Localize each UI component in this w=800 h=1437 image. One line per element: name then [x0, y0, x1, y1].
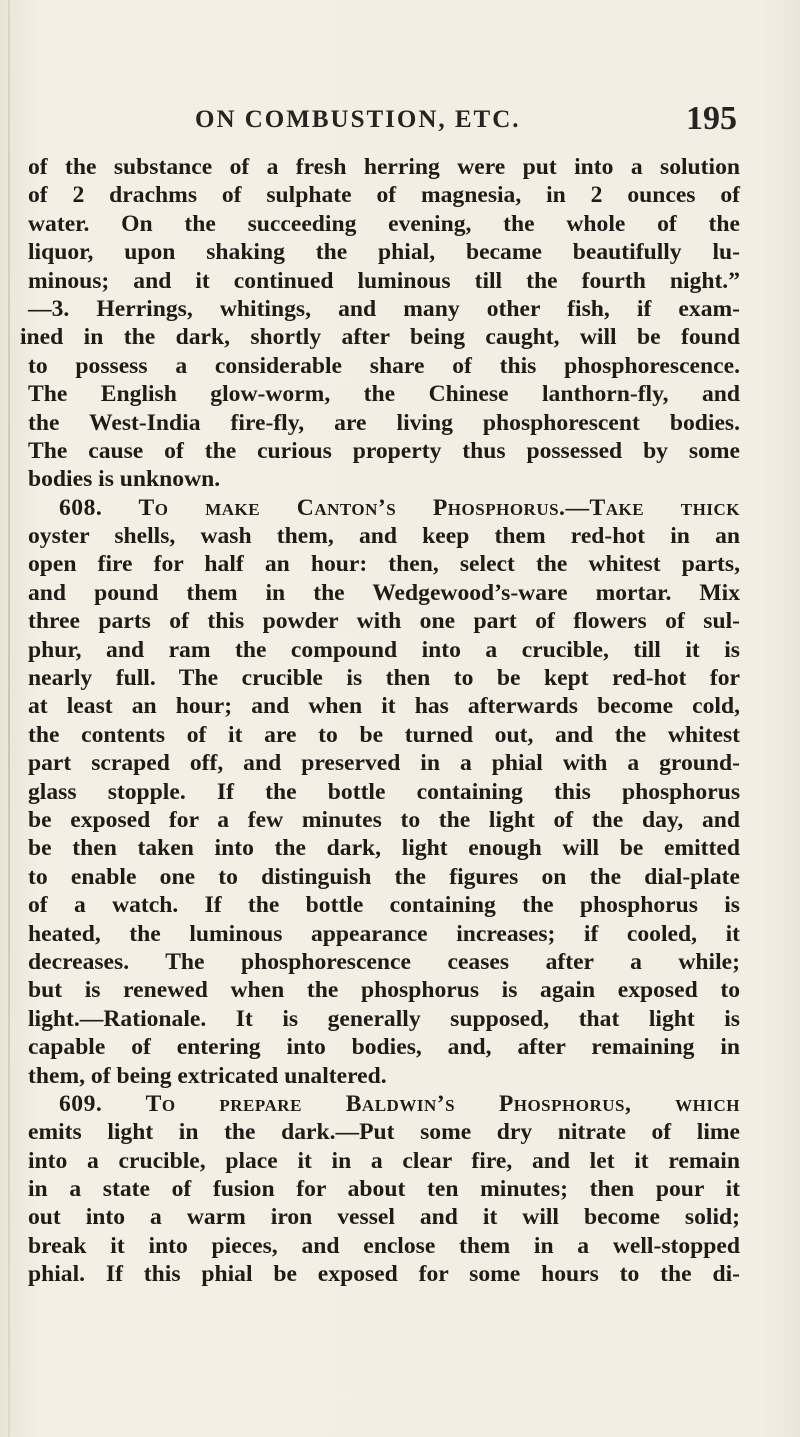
body-text: [20, 153, 740, 1289]
text-line: at least an hour; and when it has afterwards become cold,: [28, 693, 740, 720]
text-line: them, of being extricated unaltered.: [28, 1062, 387, 1089]
page-number: 195: [686, 100, 737, 137]
page-gutter: [8, 0, 10, 1437]
text-line: part scraped off, and preserved in a phial with a ground-: [28, 750, 740, 777]
text-line: nearly full. The crucible is then to be kept red-hot for: [28, 665, 740, 692]
page-header: [195, 100, 775, 144]
text-line: heated, the luminous appearance increases; if cooled, it: [28, 920, 740, 947]
text-line: minous; and it continued luminous till the fourth night.”: [28, 267, 740, 294]
text-line: glass stopple. If the bottle containing this phosphorus: [28, 778, 740, 805]
text-line: oyster shells, wash them, and keep them red-hot in an: [28, 523, 740, 550]
text-line: ined in the dark, shortly after being caught, will be found: [20, 324, 740, 351]
text-line: three parts of this powder with one part of flowers of sul-: [28, 608, 740, 635]
text-line: out into a warm iron vessel and it will become solid;: [28, 1204, 740, 1231]
text-line: into a crucible, place it in a clear fire, and let it remain: [28, 1147, 740, 1174]
text-line: light.—Rationale. It is generally supposed, that light is: [28, 1005, 740, 1032]
text-line: The English glow-worm, the Chinese lanthorn-fly, and: [28, 381, 740, 408]
text-line: decreases. The phosphorescence ceases after a while;: [28, 948, 740, 975]
text-line: open fire for half an hour: then, select the whitest parts,: [28, 551, 740, 578]
text-line: capable of entering into bodies, and, after remaining in: [28, 1034, 740, 1061]
text-line: and pound them in the Wedgewood’s-ware mortar. Mix: [28, 579, 740, 606]
text-line: to enable one to distinguish the figures on the dial-plate: [28, 863, 740, 890]
text-line: the contents of it are to be turned out, and the whitest: [28, 721, 740, 748]
text-line: The cause of the curious property thus possessed by some: [28, 437, 740, 464]
text-line: of the substance of a fresh herring were put into a solution: [28, 154, 740, 180]
text-line: bodies is unknown.: [28, 466, 221, 493]
text-line: liquor, upon shaking the phial, became beautifully lu-: [28, 239, 740, 266]
text-line: water. On the succeeding evening, the whole of the: [28, 210, 740, 237]
text-line: of 2 drachms of sulphate of magnesia, in 2 ounces of: [28, 182, 740, 209]
text-line: phial. If this phial be exposed for some hours to the di-: [28, 1261, 740, 1288]
text-line: break it into pieces, and enclose them in a well-stopped: [28, 1232, 740, 1259]
text-line: be exposed for a few minutes to the light of the day, and: [28, 806, 740, 833]
text-line: be then taken into the dark, light enough will be emitted: [28, 835, 740, 862]
text-line: but is renewed when the phosphorus is again exposed to: [28, 977, 740, 1004]
text-line: phur, and ram the compound into a crucible, till it is: [28, 636, 740, 663]
text-line: the West-India fire-fly, are living phosphorescent bodies.: [28, 409, 740, 436]
section-heading-609: 609. To prepare Baldwin’s Phosphorus, which: [59, 1090, 740, 1117]
section-heading-608: 608. To make Canton’s Phosphorus.—Take thick: [59, 494, 740, 521]
text-line: of a watch. If the bottle containing the phosphorus is: [28, 892, 740, 919]
text-line: to possess a considerable share of this phosphorescence.: [28, 352, 740, 379]
text-line: emits light in the dark.—Put some dry nitrate of lime: [28, 1119, 740, 1146]
text-line: —3. Herrings, whitings, and many other fish, if exam-: [28, 295, 740, 322]
text-line: in a state of fusion for about ten minutes; then pour it: [28, 1176, 740, 1203]
running-head: ON COMBUSTION, ETC.: [195, 106, 521, 133]
